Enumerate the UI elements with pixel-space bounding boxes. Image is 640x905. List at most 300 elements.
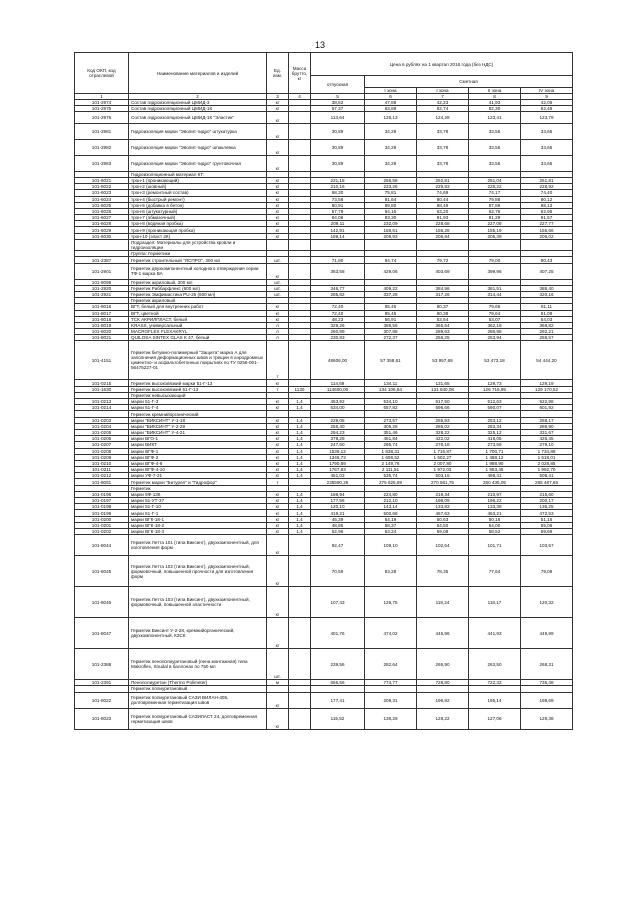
price-cell: 590,07 [469,405,521,411]
price-cell: 331,67 [521,429,573,435]
mass-cell: 1,4 [289,405,311,411]
group-name: Герметик невысыхающий [129,392,267,398]
price-cell: 53,54 [417,316,469,322]
price-cell: 534,10 [365,399,417,405]
price-cell: 33,78 [417,139,469,155]
price-cell: 136,29 [365,708,417,729]
name-cell: Герметик Виксинт У-2-28, кремнийорганический, двухкомпонентный, КЗСК [129,618,267,649]
price-cell: 198,69 [521,692,573,708]
empty-cell [289,239,311,250]
name-cell: марки ВГФ-4-10 [129,467,267,473]
price-cell: 102,64 [417,535,469,556]
code-cell: 101-1630 [75,386,129,392]
code-cell: 101-6029 [75,227,129,233]
code-cell: 101-0207 [75,442,129,448]
price-cell: 1 518,01 [521,454,573,460]
price-cell: 45,39 [311,516,365,522]
unit-cell: кг [267,491,289,497]
price-cell: 279,10 [521,442,573,448]
price-cell: 196,92 [417,692,469,708]
mass-cell: 1,4 [289,473,311,479]
mass-cell: 1,4 [289,516,311,522]
price-cell: 33,65 [521,139,573,155]
empty-cell [521,239,573,250]
price-cell: 265,90 [417,649,469,680]
code-cell: 101-2981 [75,123,129,139]
price-cell: 228,22 [469,184,521,190]
price-cell: 80,44 [417,196,469,202]
header-price-title: Цена в рублях на 1 квартал 2016 года (без НДС) [311,53,573,76]
unit-cell: кг [267,202,289,208]
price-cell: 72,40 [311,310,365,316]
price-cell: 128,22 [417,708,469,729]
price-cell: 256,58 [365,177,417,183]
price-cell: 177,56 [311,498,365,504]
price-cell: 109,10 [365,535,417,556]
price-cell: 64,15 [365,208,417,214]
name-cell: марки 51-Г-1 [129,510,267,516]
price-cell: 273,59 [469,442,521,448]
price-cell: 133,83 [417,504,469,510]
unit-cell: кг [267,442,289,448]
name-cell: марки ВГФ-1 [129,448,267,454]
unit-cell: кг [267,429,289,435]
code-cell: 101-6021 [75,177,129,183]
price-cell: 1 838,31 [365,448,417,454]
code-cell: 101-2975 [75,106,129,112]
price-cell: 498,41 [469,473,521,479]
price-cell: 212,10 [365,498,417,504]
group-name: Гидроизоляционный материал КТ: [129,171,267,177]
price-cell: 80,37 [417,304,469,310]
price-cell: 50,63 [417,516,469,522]
header-zone: I зона [417,88,469,94]
price-cell: 307,88 [365,329,417,335]
price-cell: 384,96 [417,285,469,291]
price-cell: 63,89 [365,106,417,112]
mass-cell [289,649,311,680]
price-cell: 260 435,05 [469,479,521,485]
name-cell: трон-8 (водяная пробка) [129,221,267,227]
table-row [75,587,573,618]
unit-cell: т [267,386,289,392]
price-cell: 209,11 [311,221,365,227]
price-cell: 79,72 [417,257,469,263]
price-cell: 126,13 [365,112,417,123]
column-number: 1 [75,94,129,100]
price-cell: 155,19 [469,227,521,233]
price-cell: 71,80 [311,257,365,263]
price-cell: 56,91 [365,316,417,322]
price-cell: 200,17 [521,498,573,504]
price-cell: 285,82 [311,291,365,297]
group-name: Герметик акриловый [129,298,267,304]
price-cell: 75,81 [365,190,417,196]
price-cell: 229,05 [311,417,365,423]
name-cell: Герметик высоковязкий 51-Г-13 [129,386,267,392]
price-cell: 252,81 [417,177,469,183]
code-cell: 101-2921 [75,291,129,297]
price-cell: 53,07 [469,316,521,322]
price-cell: 107,43 [311,587,365,618]
mass-cell [289,535,311,556]
name-cell: марки "ВИКСИНТ" У-4-21 [129,429,267,435]
unit-cell: кг [267,399,289,405]
price-cell: 656,56 [311,680,365,686]
code-cell: 101-0197 [75,498,129,504]
price-cell: 91,93 [417,215,469,221]
code-cell: 101-6026 [75,208,129,214]
unit-cell: кг [267,516,289,522]
price-cell: 129,19 [521,380,573,386]
price-cell: 63,20 [417,208,469,214]
unit-cell: кг [267,467,289,473]
name-cell: Состав гидроизоляционный ЦМИД-3 [129,100,267,106]
mass-cell: 1,4 [289,504,311,510]
price-cell: 328,22 [417,429,469,435]
price-cell: 272,37 [365,335,417,341]
price-cell: 289,63 [417,329,469,335]
code-cell: 101-6024 [75,196,129,202]
price-cell: 286,02 [417,423,469,429]
price-cell: 305,28 [365,423,417,429]
price-cell: 1346,72 [311,454,365,460]
price-cell: 48,23 [311,316,365,322]
price-cell: 228,92 [521,184,573,190]
price-cell: 84,74 [365,257,417,263]
code-cell: 101-0205 [75,429,129,435]
code-cell: 101-8047 [75,618,129,649]
code-cell: 101-0208 [75,448,129,454]
column-number: 2 [129,94,267,100]
price-cell: 59,08 [417,528,469,534]
name-cell: KRASS, универсальный [129,322,267,328]
price-cell: 472,53 [521,510,573,516]
code-cell: 101-8023 [75,708,129,729]
code-cell: 101-0213 [75,399,129,405]
price-cell: 103,57 [521,535,573,556]
unit-cell: шт. [267,279,289,285]
price-cell: 227,08 [469,221,521,227]
name-cell: Пенополиуретан (Thermo Polimeter) [129,680,267,686]
name-cell: марки ВГК-18-3 [129,528,267,534]
code-cell: 101-2391 [75,680,129,686]
price-cell: 463,21 [469,510,521,516]
unit-cell: кг [267,556,289,587]
code-cell: 101-8045 [75,556,129,587]
price-cell: 119,24 [417,587,469,618]
price-cell: 79,64 [469,310,521,316]
unit-cell: кг [267,100,289,106]
empty-cell [365,239,417,250]
price-cell: 70,59 [311,556,365,587]
price-cell: 81,64 [365,196,417,202]
code-cell: 101-8016 [75,304,129,310]
group-row [75,239,573,250]
price-cell: 422,02 [417,436,469,442]
code-cell: 101-0215 [75,380,129,386]
header-mass: Масса брутто, кг [289,53,311,94]
group-name: Группа: Герметики [129,251,267,257]
mass-cell [289,139,311,155]
price-cell: 47,88 [365,100,417,106]
unit-cell: кг [267,177,289,183]
price-cell: 419,21 [311,510,365,516]
code-cell: 101-0209 [75,454,129,460]
unit-cell: кг [267,618,289,649]
price-cell: 449,99 [521,618,573,649]
name-cell: марки ВГК-18-2 [129,522,267,528]
price-cell: 247,60 [311,442,365,448]
mass-cell: 1,4 [289,467,311,473]
name-cell: ТСК АКРИЛПЛАСТ, белый [129,316,267,322]
price-cell: 401,76 [311,618,365,649]
price-table [74,52,573,730]
name-cell: Герметик пенополиуретановый (пена монтажная) типа Makroflex, Soudal в баллонах по 750 мл [129,649,267,680]
mass-cell [289,155,311,171]
price-cell: 294,23 [311,429,365,435]
unit-cell: кг [267,448,289,454]
price-cell: 253,94 [469,335,521,341]
mass-cell: 1,4 [289,528,311,534]
price-cell: 268,31 [521,649,573,680]
price-cell: 276,18 [417,442,469,448]
price-cell: 134,11 [365,380,417,386]
mass-cell: 1,4 [289,522,311,528]
price-cell: 51,15 [521,516,573,522]
price-cell: 123,41 [469,112,521,123]
price-cell: 54 444,20 [521,341,573,380]
price-cell: 30,89 [311,155,365,171]
price-cell: 89,80 [365,202,417,208]
mass-cell [289,556,311,587]
name-cell: Гидроизоляция марки "Эволит-гидро" грунтовочная [129,155,267,171]
name-cell: марки 51-УТ-37 [129,498,267,504]
empty-cell [267,239,289,250]
unit-cell: кг [267,227,289,233]
code-cell: 101-0212 [75,473,129,479]
price-cell: 113,64 [311,112,365,123]
price-cell: 50,16 [469,516,521,522]
price-cell: 253,12 [469,417,521,423]
name-cell: Герметик Летта 101 (типа Виксинт), двухкомпонентный, для изготовления форм [129,535,267,556]
column-number: 6 [365,94,417,100]
price-cell: 34,29 [365,123,417,139]
price-cell: 1 988,90 [469,460,521,466]
price-cell: 463,92 [311,399,365,405]
unit-cell: кг [267,139,289,155]
price-cell: 88,49 [417,202,469,208]
price-cell: 503,15 [417,473,469,479]
price-cell: 534,00 [311,405,365,411]
unit-cell: кг [267,196,289,202]
price-cell: 38,52 [311,100,365,106]
column-number: 4 [289,94,311,100]
column-number: 8 [469,94,521,100]
price-cell: 84,06 [311,215,365,221]
table-row [75,708,573,729]
price-cell: 657,82 [365,405,417,411]
price-cell: 54,03 [521,316,573,322]
price-cell: 429,06 [365,263,417,279]
price-cell: 512,63 [469,399,521,405]
price-cell: 54,19 [365,516,417,522]
price-cell: 53 957,69 [417,341,469,380]
code-cell: 101-0211 [75,467,129,473]
price-cell: 325,12 [469,429,521,435]
price-cell: 62,95 [521,208,573,214]
price-cell: 123,79 [521,112,573,123]
price-cell: 73,56 [311,196,365,202]
price-cell: 131,65 [417,380,469,386]
price-cell: 1 488,12 [469,454,521,460]
price-cell: 239,56 [311,649,365,680]
name-cell: марки ВГО-1 [129,436,267,442]
unit-cell: кг [267,184,289,190]
code-cell: 101-0206 [75,436,129,442]
price-cell: 363,58 [311,263,365,279]
price-cell: 206,02 [521,233,573,239]
price-cell: 209,93 [365,233,417,239]
price-cell: 136,25 [521,504,573,510]
name-cell: Герметик полиуретановый САЗИЛАСТ 24, долговременная герметизация швов [129,708,267,729]
price-cell: 351,46 [365,429,417,435]
price-cell: 92,47 [311,535,365,556]
code-cell: 101-6027 [75,215,129,221]
price-cell: 124,28 [417,112,469,123]
table-row [75,139,573,155]
unit-cell: л [267,322,289,328]
unit-cell: кг [267,405,289,411]
header-zone: I зона [365,88,417,94]
name-cell: Герметик акриловый, 300 мл [129,279,267,285]
price-cell: 251,04 [469,177,521,183]
name-cell: марки 51-Г-10 [129,504,267,510]
price-cell: 54,00 [469,522,521,528]
price-cell: 189,14 [311,233,365,239]
mass-cell [289,341,311,380]
header-code: Код ОКП, код отраслевой [75,53,129,94]
price-cell: 126 716,95 [469,386,521,392]
unit-cell: кг [267,380,289,386]
price-cell: 58,52 [469,528,521,534]
table-row [75,556,573,587]
price-cell: 601,92 [521,405,573,411]
price-cell: 62,30 [469,106,521,112]
name-cell: трон-5 (добавка в бетон) [129,202,267,208]
unit-cell: кг [267,504,289,510]
price-cell: 256,40 [311,423,365,429]
header-smetnaya: Сметная [365,76,573,88]
price-cell: 2 149,76 [365,460,417,466]
mass-cell [289,692,311,708]
code-cell: 101-2920 [75,285,129,291]
name-cell: Герметик битумно-полимерный "Защита" марка А для заполнения деформационных швов и трещин в аэродромных цементно- и асфальтобетонных покрытиях по ТУ 0256-001-56475227-01 [129,341,267,380]
unit-cell: кг [267,510,289,516]
price-cell: 62,74 [417,106,469,112]
name-cell: марки ВГФ-4-6 [129,460,267,466]
unit-cell: л [267,335,289,341]
price-cell: 418,05 [469,436,521,442]
unit-cell: кг [267,310,289,316]
price-cell: 129,38 [521,708,573,729]
mass-cell [289,263,311,279]
price-cell: 224,80 [365,491,417,497]
name-cell: трон-9 (проникающая пробка) [129,227,267,233]
unit-cell: кг [267,708,289,729]
mass-cell: 1130 [289,386,311,392]
unit-cell: кг [267,522,289,528]
unit-cell: кг [267,233,289,239]
price-cell: 399,96 [469,263,521,279]
table-row [75,263,573,279]
price-cell: 508,41 [521,473,573,479]
price-cell: 409,22 [365,285,417,291]
code-cell: 101-0214 [75,405,129,411]
name-cell: марки ВГФ-2 [129,454,267,460]
name-cell: Герметик Раббарфлекс (600 мл) [129,285,267,291]
price-cell: 53 473,18 [469,341,521,380]
price-cell: 1 953,45 [469,467,521,473]
price-cell: 227,77 [521,221,573,227]
code-cell: 101-4151 [75,341,129,380]
price-cell: 33,78 [417,123,469,139]
mass-cell: 1,4 [289,448,311,454]
price-cell: 188,94 [311,491,365,497]
price-cell: 2 007,80 [417,460,469,466]
price-cell: 120,10 [311,504,365,510]
unit-cell: кг [267,263,289,279]
price-cell: 87,86 [469,202,521,208]
price-cell: 129,73 [469,380,521,386]
price-cell: 42,06 [521,100,573,106]
price-cell: 1 700,71 [469,448,521,454]
price-cell: 62,49 [521,106,573,112]
name-cell: ВГТ, цветной [129,310,267,316]
price-cell: 235590,26 [311,479,365,485]
name-cell: Герметик марки "Битурел" и "Гидрофор" [129,479,267,485]
mass-cell: 1,4 [289,399,311,405]
price-cell: 265 487,65 [521,479,573,485]
code-cell: 101-0203 [75,417,129,423]
price-cell: 1 734,88 [521,448,573,454]
price-cell: 346,77 [311,285,365,291]
price-cell: 286,98 [469,329,521,335]
price-cell: 34,29 [365,155,417,171]
price-cell: 79,88 [469,196,521,202]
empty-cell [469,239,521,250]
name-cell: Герметик полиуретановый САЗИ ВИЛАН-405, долговременная герметизация швов [129,692,267,708]
name-cell: Герметик строительный "ЯСПРО", 300 мл [129,257,267,263]
price-cell: 365,54 [417,322,469,328]
mass-cell: 1,4 [289,510,311,516]
price-cell: 85,45 [365,304,417,310]
price-cell: 522,98 [521,399,573,405]
price-cell: 79,00 [469,257,521,263]
price-cell: 34,29 [365,139,417,155]
table-row [75,692,573,708]
mass-cell [289,618,311,649]
price-cell: 78,35 [417,556,469,587]
price-cell: 317,26 [417,291,469,297]
mass-cell: 1,4 [289,436,311,442]
code-cell: 101-0202 [75,528,129,534]
unit-cell: шт. [267,285,289,291]
unit-cell: кг [267,423,289,429]
mass-cell: 1,4 [289,498,311,504]
price-cell: 232,09 [365,221,417,227]
code-cell: 101-2982 [75,139,129,155]
